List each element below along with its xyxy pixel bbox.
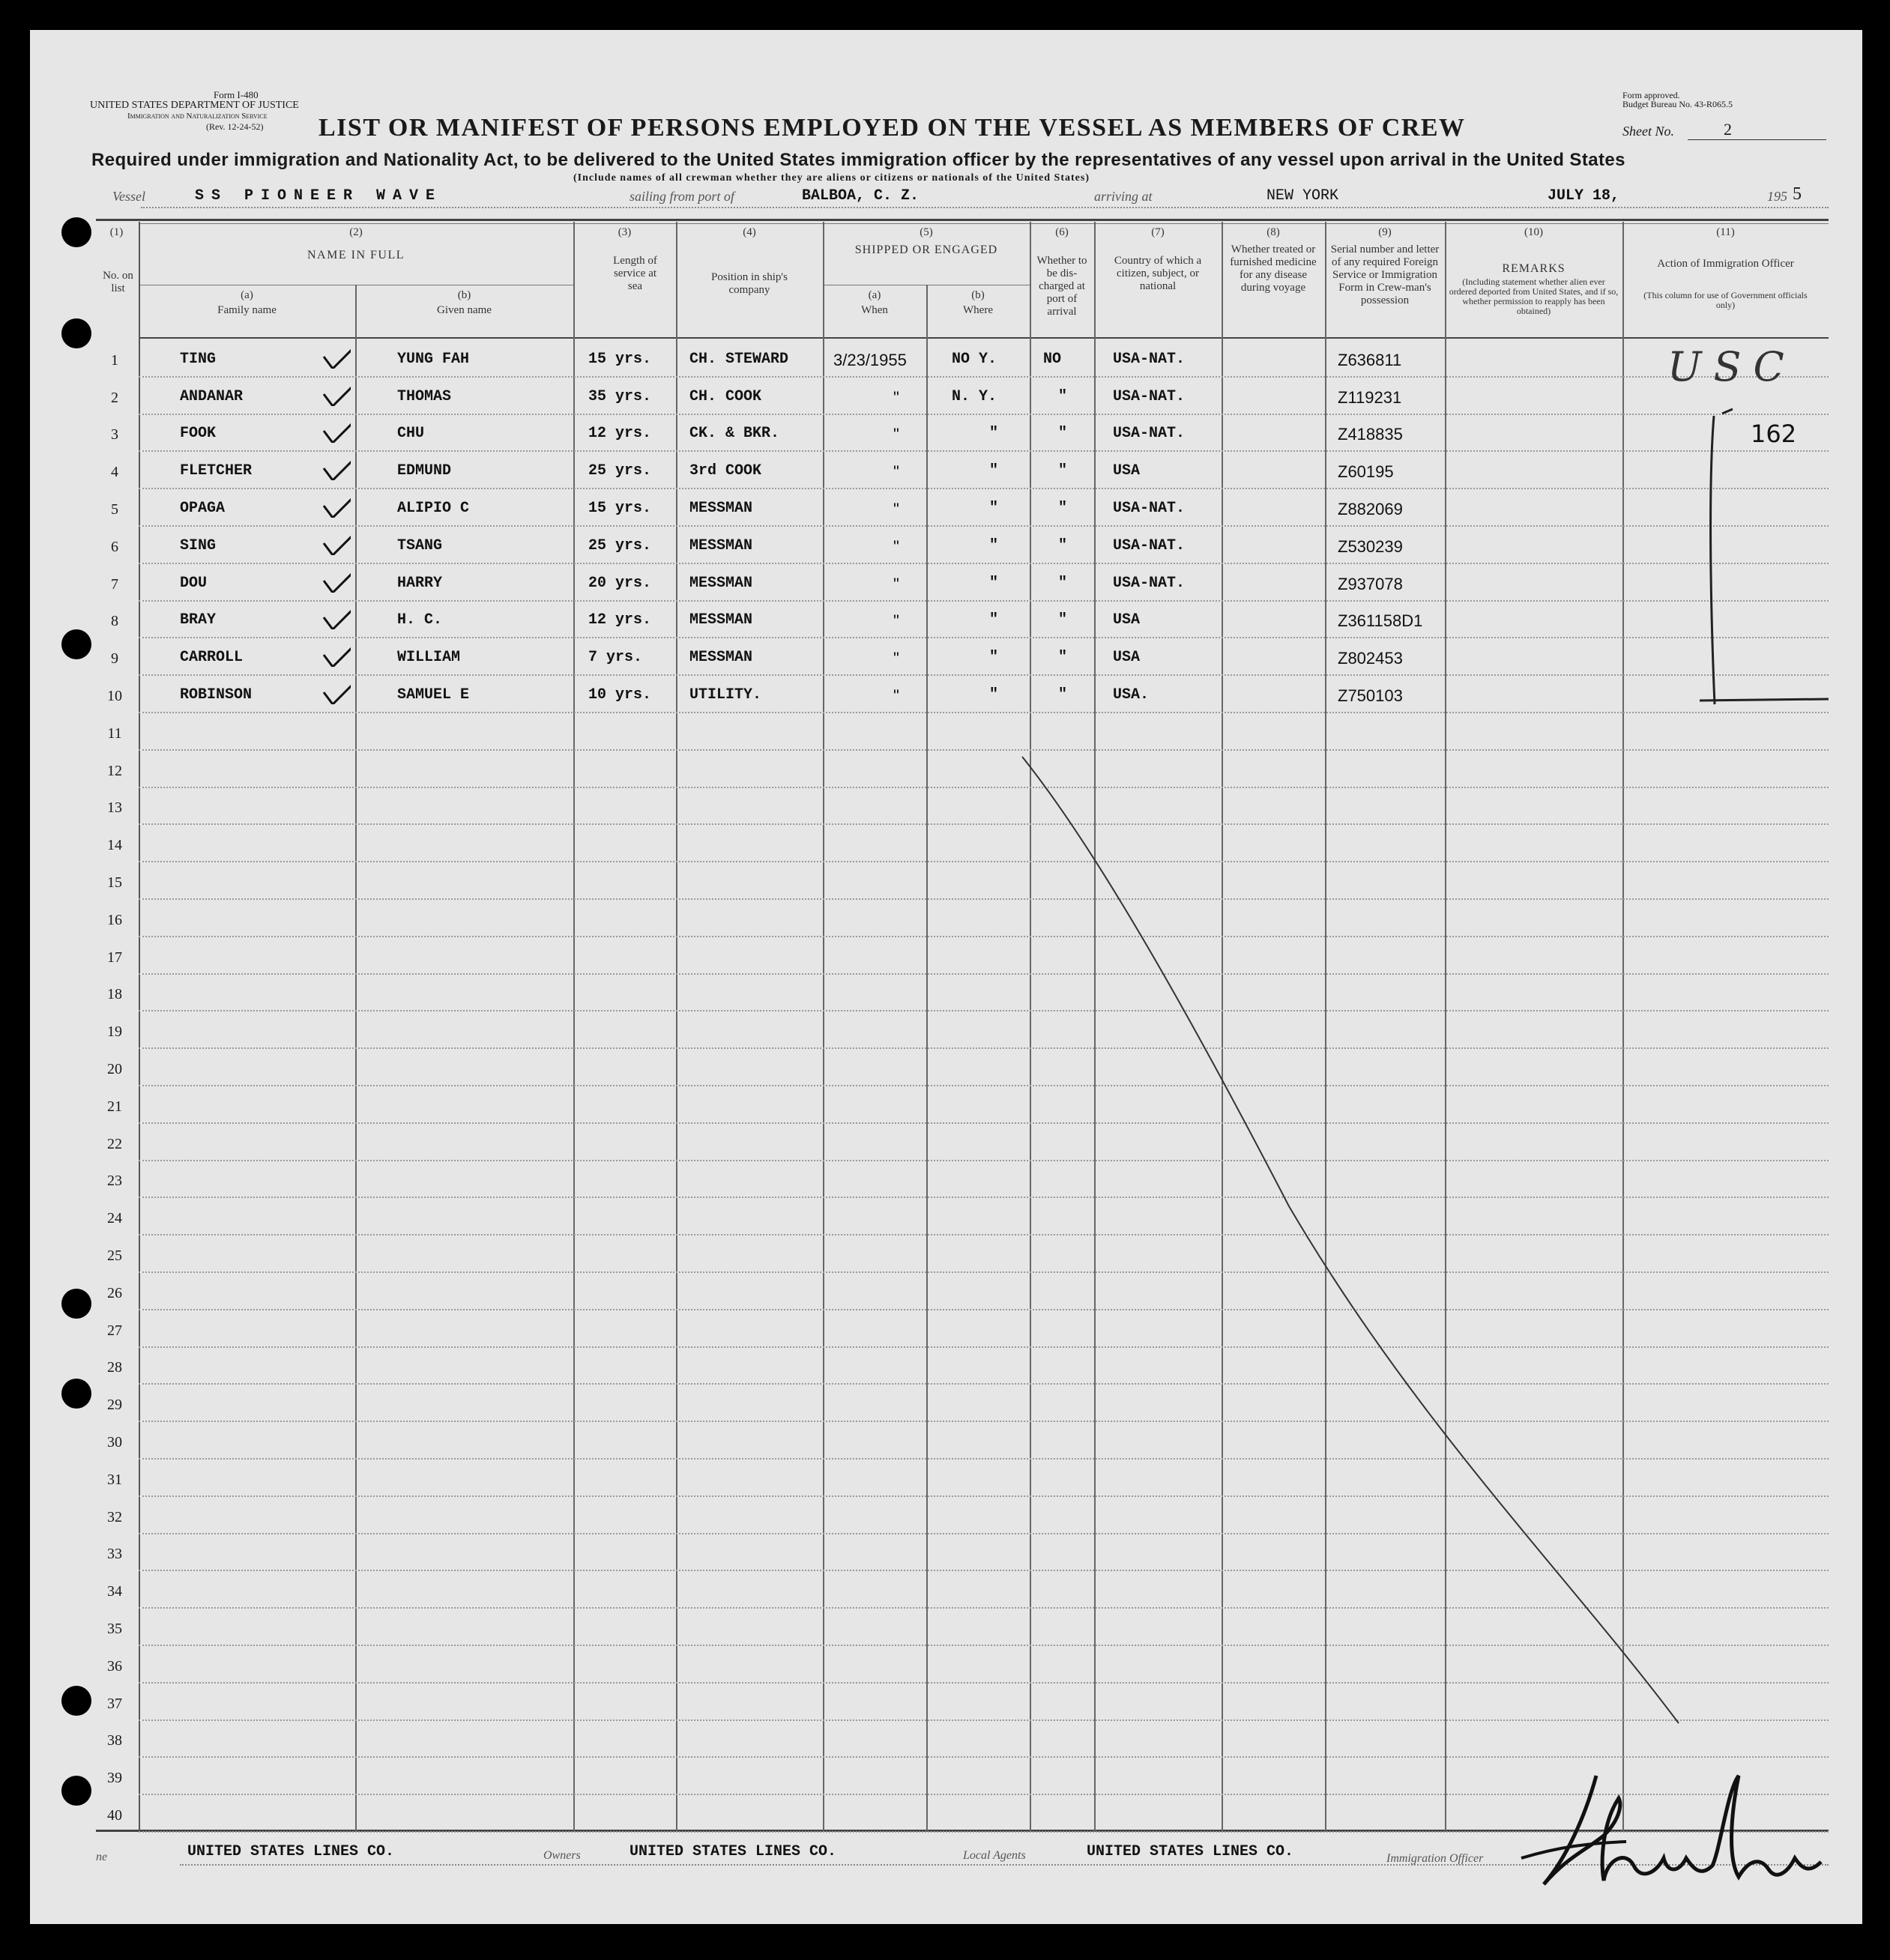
col-5-index: (5) [920, 226, 933, 238]
crew-serial-number: Z636811 [1338, 350, 1402, 369]
crew-family-name: SING [180, 536, 217, 554]
row-number: 39 [107, 1770, 122, 1787]
row-number: 30 [107, 1434, 122, 1451]
vessel-label: Vessel [112, 189, 145, 204]
col-9-index: (9) [1378, 226, 1392, 238]
row-number: 21 [107, 1098, 122, 1115]
crew-shipped-where: " [989, 686, 999, 704]
col-6-index: (6) [1055, 226, 1069, 238]
row-number: 26 [107, 1284, 122, 1301]
page-title: LIST OR MANIFEST OF PERSONS EMPLOYED ON THE VESSEL AS MEMBERS OF CREW [318, 114, 1466, 142]
agents-label: Local Agents [963, 1849, 1026, 1862]
row-number: 32 [107, 1508, 122, 1525]
row-number: 37 [107, 1695, 122, 1712]
row-number: 5 [111, 501, 118, 518]
crew-family-name: ANDANAR [180, 387, 244, 405]
crew-service-length: 10 yrs. [588, 686, 652, 704]
crew-family-name: TING [180, 350, 217, 368]
owners-label: Owners [543, 1849, 581, 1862]
officer-mark: USC [1667, 343, 1796, 390]
crew-given-name: H. C. [397, 611, 443, 629]
sailing-label: sailing from port of [630, 189, 734, 204]
form-revision: (Rev. 12-24-52) [206, 121, 264, 132]
master-name: UNITED STATES LINES CO. [187, 1843, 395, 1860]
crew-serial-number: Z882069 [1338, 500, 1403, 518]
col-3-header: Length of service at sea [613, 255, 657, 292]
crew-position: MESSMAN [689, 611, 753, 629]
crew-serial-number: Z937078 [1338, 574, 1403, 593]
row-number: 36 [107, 1657, 122, 1675]
crew-family-name: DOU [180, 574, 208, 592]
row-number: 31 [107, 1471, 122, 1488]
row-number: 11 [107, 725, 122, 742]
crew-serial-number: Z750103 [1338, 686, 1403, 705]
handwritten-count: 162 [1751, 420, 1797, 448]
crew-family-name: FOOK [180, 425, 217, 443]
crew-shipped-where: " [989, 425, 999, 443]
col-7-header: Country of which a citizen, subject, or national [1114, 255, 1202, 292]
crew-given-name: HARRY [397, 574, 443, 592]
col-9-header: Serial number and letter of any required Foreign Service or Immigration Form in Crew-man's possession [1330, 244, 1440, 306]
crew-serial-number: Z60195 [1338, 462, 1394, 482]
crew-position: CH. COOK [689, 387, 762, 405]
row-number: 20 [107, 1061, 122, 1077]
row-number: 1 [111, 351, 118, 369]
crew-position: MESSMAN [689, 500, 753, 517]
col-2a-header: Family name [217, 304, 277, 316]
crew-country: USA-NAT. [1113, 574, 1186, 592]
row-number: 18 [107, 986, 122, 1003]
crew-given-name: EDMUND [397, 462, 452, 480]
row-number: 25 [107, 1247, 122, 1264]
col-2-header: NAME IN FULL [307, 249, 405, 261]
row-number: 23 [107, 1173, 122, 1190]
crew-country: USA-NAT. [1113, 536, 1186, 554]
crew-shipped-when: " [893, 536, 899, 556]
row-number: 35 [107, 1621, 122, 1637]
crew-family-name: BRAY [180, 611, 217, 629]
row-number: 38 [107, 1732, 122, 1749]
row-number: 8 [111, 613, 118, 630]
year-printed: 195 [1767, 189, 1787, 204]
crew-given-name: SAMUEL E [397, 686, 470, 704]
service-name: Immigration and Naturalization Service [127, 112, 268, 121]
crew-shipped-where: " [989, 611, 999, 629]
col-2a-index: (a) [241, 289, 253, 301]
crew-serial-number: Z530239 [1338, 536, 1403, 556]
officer-label: Immigration Officer [1386, 1852, 1484, 1865]
sheet-number: 2 [1724, 120, 1732, 139]
crew-discharged: NO [1043, 350, 1062, 368]
crew-shipped-where: " [989, 500, 999, 517]
crew-country: USA-NAT. [1113, 350, 1186, 368]
col-5-header: SHIPPED OR ENGAGED [854, 244, 998, 256]
arrival-port: NEW YORK [1266, 187, 1339, 205]
row-number: 19 [107, 1023, 122, 1041]
row-number: 40 [107, 1807, 122, 1824]
col-11-index: (11) [1716, 226, 1735, 238]
instruction-note: (Include names of all crewman whether they are aliens or citizens or nationals of the United States) [573, 172, 1090, 184]
crew-country: USA [1113, 649, 1141, 667]
cancel-diagonal-line [30, 30, 1862, 1924]
row-number: 16 [107, 911, 122, 928]
crew-service-length: 35 yrs. [588, 387, 652, 405]
crew-service-length: 15 yrs. [588, 500, 652, 517]
crew-serial-number: Z119231 [1338, 387, 1402, 407]
crew-shipped-where: " [989, 574, 999, 592]
crew-discharged: " [1058, 462, 1068, 480]
arriving-label: arriving at [1094, 189, 1153, 204]
crew-family-name: OPAGA [180, 500, 226, 517]
col-4-header: Position in ship's company [711, 271, 788, 296]
department-name: UNITED STATES DEPARTMENT OF JUSTICE [90, 100, 299, 111]
crew-position: MESSMAN [689, 574, 753, 592]
col-10-note: (Including statement whether alien ever ordered deported from United States, and if so, whether permission to reapply has been obtained) [1449, 276, 1619, 316]
col-10-header: REMARKS [1502, 262, 1566, 275]
vessel-name: SS PIONEER WAVE [195, 187, 443, 205]
crew-discharged: " [1058, 387, 1068, 405]
crew-position: CK. & BKR. [689, 425, 780, 443]
row-number: 22 [107, 1135, 122, 1152]
crew-family-name: CARROLL [180, 649, 244, 667]
crew-discharged: " [1058, 536, 1068, 554]
page-subtitle: Required under immigration and Nationality Act, to be delivered to the United States immigration officer by the representatives of any vessel upon arrival in the United States [91, 150, 1625, 170]
approval-line-2: Budget Bureau No. 43-R065.5 [1622, 99, 1733, 109]
crew-shipped-where: " [989, 536, 999, 554]
crew-shipped-when: 3/23/1955 [833, 350, 907, 369]
col-2-index: (2) [349, 226, 363, 238]
col-2b-header: Given name [437, 304, 492, 316]
col-11-note: (This column for use of Government officials only) [1643, 290, 1808, 310]
crew-country: USA-NAT. [1113, 425, 1186, 443]
col-6-header: Whether to be dis-charged at port of arrival [1036, 255, 1087, 318]
crew-discharged: " [1058, 611, 1068, 629]
col-8-index: (8) [1266, 226, 1280, 238]
row-number: 14 [107, 837, 122, 854]
row-number: 3 [111, 426, 118, 444]
crew-family-name: FLETCHER [180, 462, 253, 480]
crew-service-length: 25 yrs. [588, 536, 652, 554]
agents-name: UNITED STATES LINES CO. [1087, 1843, 1294, 1860]
col-7-index: (7) [1151, 226, 1165, 238]
sheet-label: Sheet No. [1622, 124, 1674, 139]
crew-service-length: 12 yrs. [588, 611, 652, 629]
crew-country: USA-NAT. [1113, 387, 1186, 405]
col-5a-index: (a) [868, 289, 881, 301]
row-number: 24 [107, 1210, 122, 1227]
crew-discharged: " [1058, 425, 1068, 443]
row-number: 2 [111, 389, 118, 406]
crew-shipped-where: " [989, 462, 999, 480]
row-number: 13 [107, 799, 122, 817]
col-1-index: (1) [109, 226, 124, 238]
crew-given-name: ALIPIO C [397, 500, 470, 517]
crew-position: UTILITY. [689, 686, 762, 704]
crew-country: USA-NAT. [1113, 500, 1186, 517]
crew-family-name: ROBINSON [180, 686, 253, 704]
manifest-page: Form I-480 UNITED STATES DEPARTMENT OF JUSTICE Immigration and Naturalization Service (Rev. 12-24-52) Form approved. Budget Bureau No. 43-R065.5 Sheet No. 2 LIST OR MANIFEST OF PERSONS EMPLOYED ON THE VESSEL AS MEMBERS OF CREW Required under immigration and Nationality Act, to be delivered to the United States immigration officer by the representatives of any vessel upon arrival in the United States (Include names of all crewman whether they are aliens or citizens or nationals of the United States) Vessel SS PIONEER WAVE sailing from port of BALBOA, C. Z. arriving at NEW YORK JULY 18, 195 5 (1) No. on list (2) NAME IN FULL (a) Family name (b) Given name (3) Length of service at sea (4) Position in ship's company (5) SHIPPED OR ENGAGED (a) When (b) Where (6) Whether to be dis-charged at port of arrival (7) Country of which a citizen, subject, or national (8) Whether treated or furnished medicine for any disease during voyage (9) Serial number and letter of any required Foreign Service or Immigration Form in Crew-man's possession (10) REMARKS (Including statement whether alien ever ordered deported from United States, and if so, whether permission to reapply has been obtained) (11) Action of Immigration Officer (This column for use of Government officials only) 1 2 3 4 5 6 7 8 9 10 11 12 13 14 15 16 17 18 19 20 21 22 23 24 25 26 27 28 29 30 31 32 33 34 35 36 37 38 39 40 TING YUNG FAH 15 yrs. CH. STEWARD 3/23/1955 NO Y. NO USA-NAT. Z636811 ANDANAR THOMAS 35 yrs. CH. COOK " N. Y. " USA-NAT. Z119231 FOOK CHU 12 yrs. CK. & BKR. " " " USA-NAT. Z418835 FLETCHER EDMUND 25 yrs. 3rd COOK " " " USA Z60195 OPAGA ALIPIO C 15 yrs. MESSMAN " " " USA-NAT. Z882069 SING TSANG 25 yrs. MESSMAN " " " USA-NAT. Z530239 DOU HARRY 20 yrs. MESSMAN " " " USA-NAT. Z937078 BRAY H. C. 12 yrs. MESSMAN " " " USA Z361158D1 CARROLL WILLIAM 7 yrs. MESSMAN " " " USA Z802453 ROBINSON SAMUEL E 10 yrs. UTILITY. " " " USA. Z750103 USC 162 ne UNITED STATES LINES CO. Owners UNITED STATES LINES CO. Local Agents UNITED STATES LINES CO. Immigration Officer [30, 30, 1862, 1924]
row-number: 17 [107, 949, 122, 966]
row-number: 12 [107, 762, 122, 779]
approval-line-1: Form approved. [1622, 90, 1680, 100]
col-4-index: (4) [743, 226, 756, 238]
col-5b-header: Where [963, 304, 993, 316]
crew-serial-number: Z361158D1 [1338, 611, 1423, 631]
crew-serial-number: Z802453 [1338, 649, 1403, 668]
crew-service-length: 20 yrs. [588, 574, 652, 592]
col-2b-index: (b) [457, 289, 471, 301]
crew-position: 3rd COOK [689, 462, 762, 480]
crew-shipped-when: " [893, 574, 899, 593]
crew-discharged: " [1058, 574, 1068, 592]
owners-name: UNITED STATES LINES CO. [630, 1843, 837, 1860]
col-1-header: No. on list [103, 270, 133, 294]
col-5b-index: (b) [971, 289, 985, 301]
crew-shipped-where: NO Y. [952, 350, 997, 368]
crew-shipped-when: " [893, 500, 899, 518]
crew-serial-number: Z418835 [1338, 425, 1403, 444]
row-number: 4 [111, 464, 118, 481]
year-typed: 5 [1793, 184, 1802, 204]
crew-shipped-when: " [893, 462, 899, 482]
crew-discharged: " [1058, 686, 1068, 704]
crew-shipped-where: " [989, 649, 999, 667]
crew-country: USA [1113, 462, 1141, 480]
officer-signature [1514, 1746, 1829, 1903]
crew-country: USA [1113, 611, 1141, 629]
col-5a-header: When [861, 304, 888, 316]
crew-position: MESSMAN [689, 536, 753, 554]
crew-discharged: " [1058, 500, 1068, 517]
crew-position: MESSMAN [689, 649, 753, 667]
row-number: 28 [107, 1359, 122, 1376]
crew-service-length: 12 yrs. [588, 425, 652, 443]
crew-position: CH. STEWARD [689, 350, 789, 368]
crew-service-length: 7 yrs. [588, 649, 643, 667]
departure-port: BALBOA, C. Z. [802, 187, 920, 205]
row-number: 6 [111, 538, 118, 555]
crew-discharged: " [1058, 649, 1068, 667]
crew-shipped-when: " [893, 649, 899, 668]
row-number: 29 [107, 1397, 122, 1414]
col-3-index: (3) [618, 226, 632, 238]
crew-given-name: TSANG [397, 536, 443, 554]
crew-country: USA. [1113, 686, 1150, 704]
row-number: 15 [107, 874, 122, 891]
col-8-header: Whether treated or furnished medicine for any disease during voyage [1230, 244, 1317, 294]
row-number: 7 [111, 575, 118, 593]
crew-shipped-when: " [893, 387, 899, 407]
crew-shipped-when: " [893, 686, 899, 705]
row-number: 9 [111, 650, 118, 668]
col-10-index: (10) [1524, 226, 1543, 238]
crew-service-length: 25 yrs. [588, 462, 652, 480]
crew-shipped-when: " [893, 425, 899, 444]
crew-service-length: 15 yrs. [588, 350, 652, 368]
row-number: 34 [107, 1583, 122, 1600]
crew-given-name: WILLIAM [397, 649, 461, 667]
row-number: 10 [107, 688, 122, 704]
form-number: Form I-480 [214, 89, 259, 100]
row-number: 33 [107, 1546, 122, 1563]
crew-given-name: THOMAS [397, 387, 452, 405]
crew-shipped-where: N. Y. [952, 387, 997, 405]
row-number: 27 [107, 1322, 122, 1339]
crew-shipped-when: " [893, 611, 899, 631]
arrival-date: JULY 18, [1548, 187, 1620, 205]
col-11-header: Action of Immigration Officer [1657, 258, 1794, 270]
crew-given-name: YUNG FAH [397, 350, 470, 368]
crew-given-name: CHU [397, 425, 425, 443]
